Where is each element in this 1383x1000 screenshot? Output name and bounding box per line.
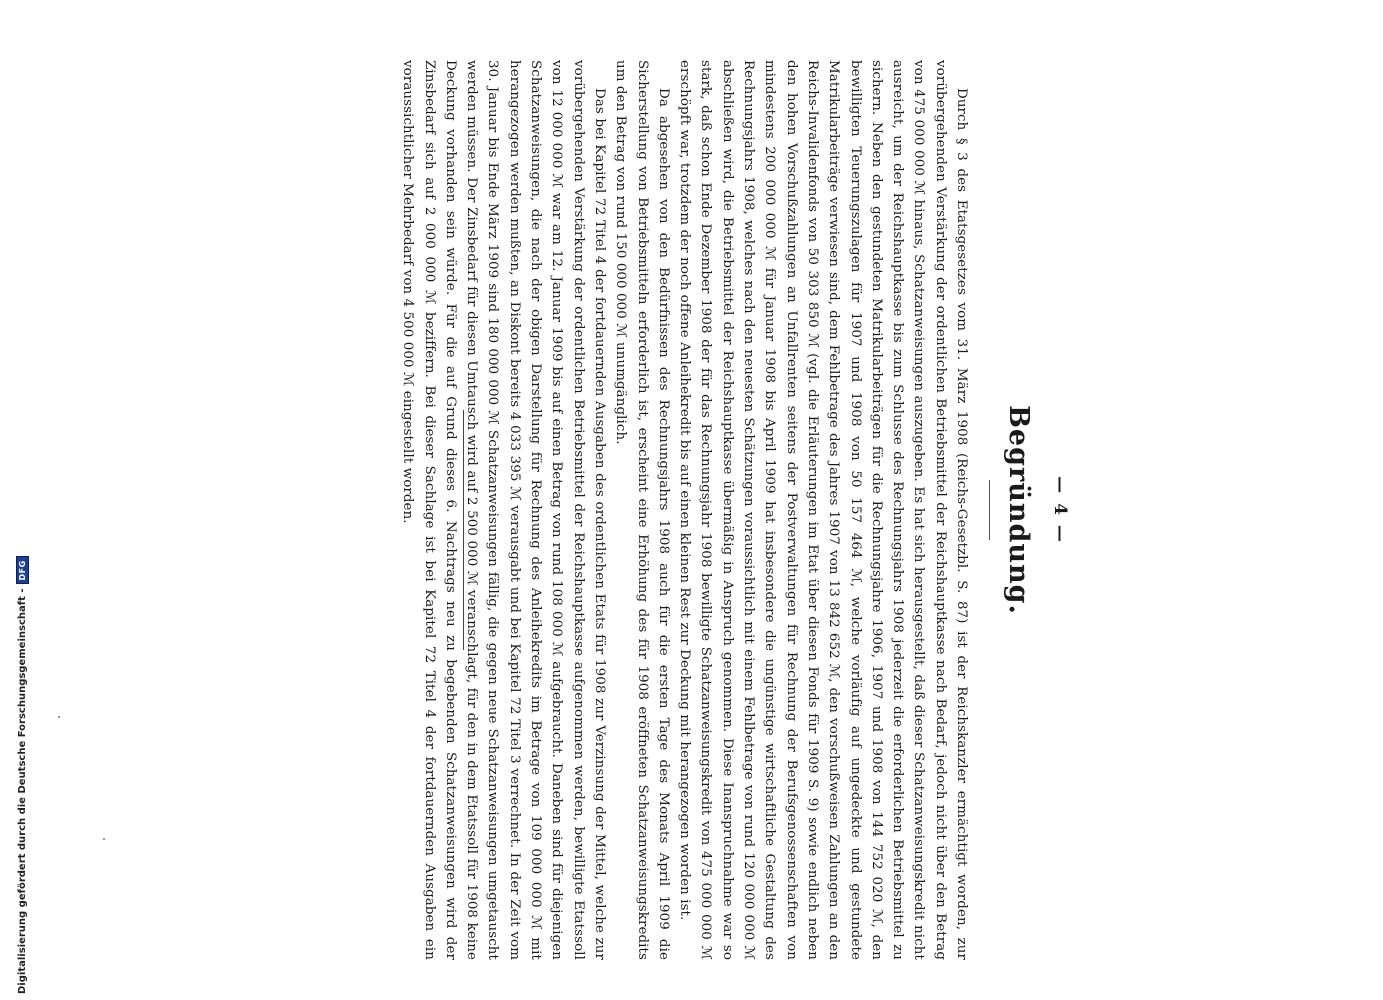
dfg-logo: DFG <box>16 556 29 584</box>
rotated-document <box>400 60 1070 960</box>
title-divider <box>989 480 990 540</box>
document-body <box>397 60 972 960</box>
paragraph: Durch § 3 des Etatsgesetzes vom 31. März 1908 (Reichs-Gesetzbl. S. 87) ist der Reichskanzler ermächtigt worden, zur vorübergehenden Verstärkung der ordentlichen Betriebsmittel der Reichshauptkasse nach Bedarf, jedoch nicht über den Betrag von 475 000 000 ℳ hinaus, Schatzanweisungen auszugeben. Es hat sich herausgestellt, daß dieser Schatzanweisungskredit nicht ausreicht, um der Reichshauptkasse bis zum Schlusse des Rechnungsjahrs 1908 jederzeit die erforderlichen Betriebsmittel zu sichern. Neben den gestundeten Matrikularbeiträgen für die Rechnungsjahre 1906, 1907 und 1908 von 144 752 020 ℳ, den bewilligten Teuerungszulagen für 1907 und 1908 von 50 157 464 ℳ, welche vorläufig auf ungedeckte und gestundete Matrikularbeiträge verwiesen sind, dem Fehlbetrage des Jahres 1907 von 13 842 652 ℳ, den vorschußweisen Zahlungen an den Reichs-Invalidenfonds von 50 303 850 ℳ (vgl. die Erläuterungen im Etat über diesen Fonds für 1909 S. 9) sowie endlich neben den hohen Vorschußzahlungen an Unfallrenten seitens der Postverwaltungen für Rechnung der Berufsgenossenschaften von mindestens 200 000 000 ℳ für Januar 1908 bis April 1909 hat insbesondere die ungünstige wirtschaftliche Gestaltung des Rechnungsjahrs 1908, welches nach den neuesten Schätzungen voraussichtlich mit einem Fehlbetrage von rund 120 000 000 ℳ abschließen wird, die Betriebsmittel der Reichshauptkasse übermäßig in Anspruch genommen. Diese Inanspruchnahme war so stark, daß schon Ende Dezember 1908 der für das Rechnungsjahr 1908 bewilligte Schatzanweisungskredit von 475 000 000 ℳ erschöpft war, trotzdem der noch offene Anleihekredit bis auf einen kleinen Rest zur Deckung mit herangezogen worden ist. <box>677 60 969 960</box>
scan-speck <box>58 716 60 718</box>
end-divider <box>463 410 464 650</box>
digitization-credit <box>16 556 29 994</box>
page-number: — 4 — <box>1050 476 1070 544</box>
paragraph: Da abgesehen von den Bedürfnissen des Rechnungsjahrs 1908 auch für die ersten Tage des Monats April 1909 die Sicherstellung von Betriebsmitteln erforderlich ist, erscheint eine Erhöhung des für 1908 eröffneten Schatzanweisungskredits um den Betrag von rund 150 000 000 ℳ unumgänglich. <box>613 60 671 960</box>
paragraph: Das bei Kapitel 72 Titel 4 der fortdauernden Ausgaben des ordentlichen Etats für 1908 zur Verzinsung der Mittel, welche zur vorübergehenden Verstärkung der ordentlichen Betriebsmittel der Reichshauptkasse aufgenommen werden, bewilligte Etatssoll von 12 000 000 ℳ war am 12. Januar 1909 bis auf einen Betrag von rund 108 000 ℳ aufgebraucht. Daneben sind für diejenigen Schatzanweisungen, die nach der obigen Darstellung für Rechnung des Anleihekredits im Betrage von 109 000 000 ℳ mit herangezogen werden mußten, an Diskont bereits 4 033 395 ℳ verausgabt und bei Kapitel 72 Titel 3 verrechnet. In der Zeit vom 30. Januar bis Ende März 1909 sind 180 000 000 ℳ Schatzanweisungen fällig, die gegen neue Schatzanweisungen umgetauscht werden müssen. Der Zinsbedarf für diesen Umtausch wird auf 2 500 000 ℳ veranschlagt, für den in dem Etatssoll für 1908 keine Deckung vorhanden sein würde. Für die auf Grund dieses 6. Nachtrags neu zu begebenden Schatzanweisungen wird der Zinsbedarf sich auf 2 000 000 ℳ beziffern. Bei dieser Sachlage ist bei Kapitel 72 Titel 4 der fortdauernden Ausgaben ein voraussichtlicher Mehrbedarf von 4 500 000 ℳ eingestellt worden. <box>400 60 607 960</box>
credit-text: Digitalisierung gefördert durch die Deutsche Forschungsgemeinschaft - <box>17 588 28 994</box>
document-title: Begründung. <box>1003 405 1034 615</box>
scan-speck <box>103 838 105 840</box>
